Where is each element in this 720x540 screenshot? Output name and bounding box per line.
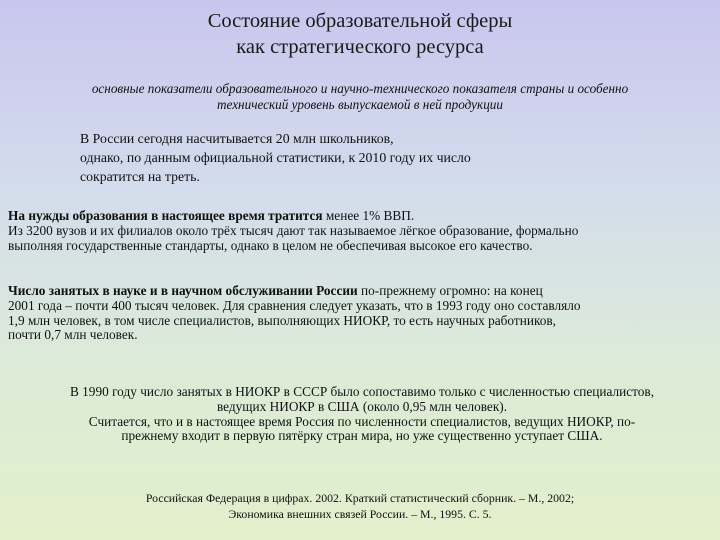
subtitle-line-2: технический уровень выпускаемой в ней продукции [217,97,503,112]
p3-line-1 [8,284,716,299]
slide-title [0,8,720,60]
p4-line-2: ведущих НИОКР в США (около 0,95 млн человек). [216,398,508,414]
p2-line-1 [8,209,716,224]
p2-line-3: выполняя государственные стандарты, однако в целом не обеспечивая высокое его качество. [8,237,533,253]
p4-line-1: В 1990 году число занятых в НИОКР в СССР было сопоставимо только с численностью специалистов, [69,384,655,399]
p2-bold-lead: На нужды образования в настоящее время тратится [8,208,323,223]
references [0,491,720,522]
p3-line-4: почти 0,7 млн человек. [8,327,138,343]
p1-line-2: однако, по данным официальной статистики, к 2010 году их число [80,150,471,165]
p3-line-2: 2001 года – почти 400 тысяч человек. Для сравнения следует указать, что в 1993 году оно составляло [8,297,581,313]
paragraph-schoolchildren [80,129,640,186]
p3-lead-rest: по-прежнему огромно: на конец [357,283,543,298]
subtitle-line-1: основные показатели образовательного и научно-технического показателя страны и особенно [91,81,629,96]
p2-line-2: Из 3200 вузов и их филиалов около трёх тысяч дают так называемое лёгкое образование, формально [8,222,579,238]
reference-1: Российская Федерация в цифрах. 2002. Краткий статистический сборник. – М., 2002; [145,491,575,505]
p2-lead-rest: менее 1% ВВП. [322,208,415,223]
p4-line-3: Считается, что и в настоящее время Россия по численности специалистов, ведущих НИОКР, по- [88,413,636,429]
p3-bold-lead: Число занятых в науке и в научном обслуживании России [8,283,358,298]
paragraph-science-employment [8,284,716,343]
p4-line-4: прежнему входит в первую пятёрку стран мира, но уже существенно уступает США. [121,428,603,444]
p1-line-3: сократится на треть. [80,169,200,184]
slide-subtitle [18,81,702,113]
reference-2: Экономика внешних связей России. – М., 1995. С. 5. [228,506,492,521]
title-line-1: Состояние образовательной сферы [207,10,513,32]
paragraph-rnd-comparison [8,385,716,444]
paragraph-education-spending [8,209,716,253]
p3-line-3: 1,9 млн человек, в том числе специалистов, выполняющих НИОКР, то есть научных работников, [8,312,556,328]
p1-line-1: В России сегодня насчитывается 20 млн школьников, [80,131,394,146]
title-line-2: как стратегического ресурса [236,36,484,58]
